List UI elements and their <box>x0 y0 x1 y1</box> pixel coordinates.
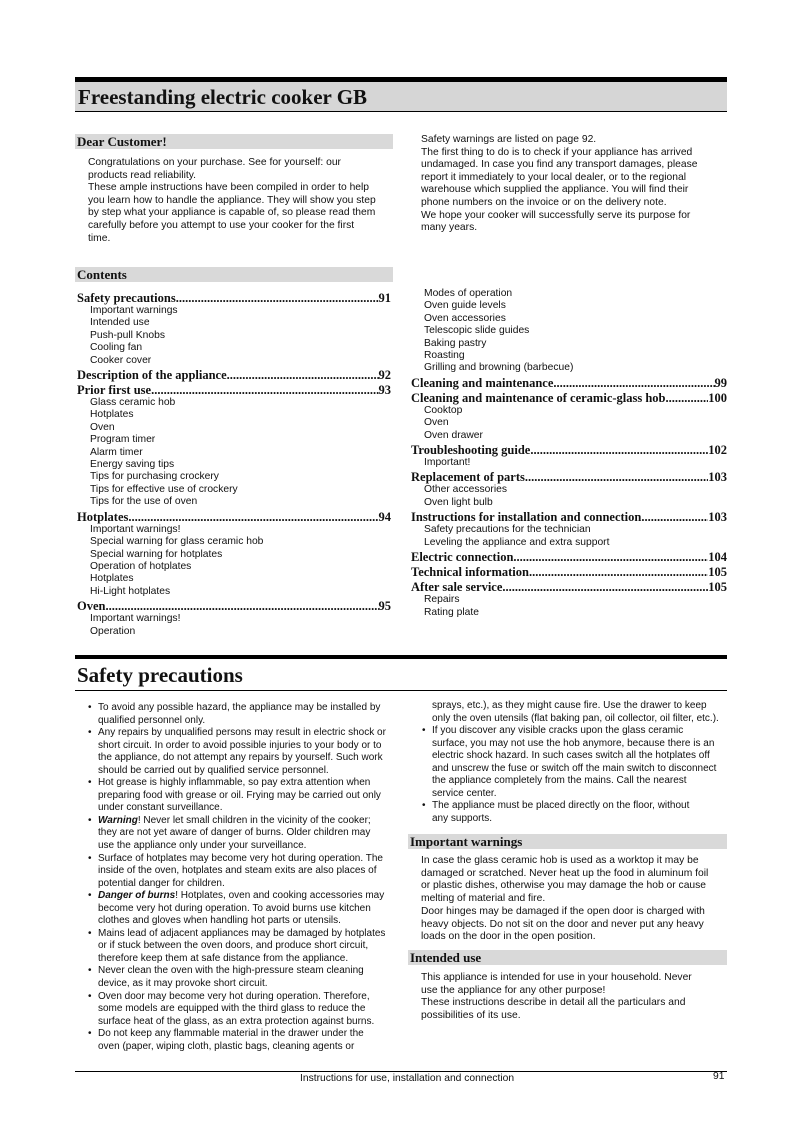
toc-subitem: Oven guide levels <box>424 300 506 312</box>
bullet-item <box>86 1028 396 1053</box>
text-line: report it immediately to your local dealer, or to the regional <box>421 171 686 183</box>
toc-subitem: Baking pastry <box>424 337 487 349</box>
text-line <box>432 750 730 763</box>
text-line <box>98 991 396 1004</box>
text-line <box>432 763 730 776</box>
bullet-text: short circuit. In order to avoid possible injuries to your body or to <box>98 739 382 751</box>
bullet-item <box>86 928 396 966</box>
page-title: Freestanding electric cooker GB <box>75 82 727 112</box>
safety-rule-bottom <box>75 690 727 691</box>
bullet-continuation <box>420 700 730 725</box>
bullet-text: qualified personnel only. <box>98 714 206 726</box>
bullet-item <box>86 702 396 727</box>
text-line: time. <box>88 232 111 244</box>
toc-subitem: Important warnings <box>90 305 178 316</box>
toc-dot-leader <box>105 599 378 613</box>
contents-left-column <box>77 290 391 638</box>
toc-entry-title: Safety precautions <box>77 291 176 305</box>
bullet-text: surface, you may not use the hob anymore, because there is an <box>432 737 715 749</box>
text-line: undamaged. In case you find any transport damages, please <box>421 159 698 171</box>
text-line: or plastic dishes, otherwise you may damage the hob or cause <box>421 880 707 892</box>
toc-entry-page: 92 <box>378 368 391 383</box>
safety-right-bullets <box>420 700 730 825</box>
toc-dot-leader <box>641 510 708 524</box>
bullet-text: clothes and gloves when handling hot parts or utensils. <box>98 915 341 927</box>
bullet-text: or if stuck between the oven doors, and produce short circuit, <box>98 940 369 952</box>
intended-use-heading: Intended use <box>408 950 727 965</box>
safety-title: Safety precautions <box>77 663 243 687</box>
text-line: products read reliability. <box>88 169 196 181</box>
toc-subitem: Special warning for glass ceramic hob <box>90 536 264 548</box>
bullet-text: the appliance completely from the mains. Call the nearest <box>432 775 687 787</box>
bullet-item <box>86 777 396 815</box>
text-line <box>98 953 396 966</box>
toc-entry-title: Hotplates <box>77 509 129 524</box>
important-warnings-heading: Important warnings <box>408 834 727 849</box>
toc-subitem: Repairs <box>424 594 460 606</box>
text-line <box>98 740 396 753</box>
toc-dot-leader <box>176 291 379 305</box>
toc-subitem: Modes of operation <box>424 288 513 299</box>
toc-subitem: Oven <box>90 421 115 433</box>
toc-subitem: Push-pull Knobs <box>90 329 165 341</box>
page-number: 91 <box>713 1071 725 1082</box>
bullet-text: and unscrew the fuse or switch off the main switch to disconnect <box>432 762 717 774</box>
text-line <box>98 978 396 991</box>
toc-entry-title: Troubleshooting guide <box>411 443 531 458</box>
toc-entry <box>411 391 727 405</box>
text-line <box>432 800 730 813</box>
text-line: The first thing to do is to check if your appliance has arrived <box>421 146 693 158</box>
bullet-text: To avoid any possible hazard, the appliance may be installed by <box>98 702 381 713</box>
toc-entry-title: Description of the appliance <box>77 368 227 383</box>
toc-entry-page: 105 <box>708 565 727 580</box>
toc-dot-leader <box>553 376 714 390</box>
text-line <box>98 878 396 891</box>
toc-entry <box>411 376 727 390</box>
toc-subitem: Safety precautions for the technician <box>424 524 591 536</box>
toc-subitem: Tips for effective use of crockery <box>90 483 238 495</box>
text-line <box>432 775 730 788</box>
toc-subitem: Tips for the use of oven <box>90 496 198 508</box>
toc-subitem: Leveling the appliance and extra support <box>424 536 610 548</box>
bullet-text: electric shock hazard. In such cases switch all the hotplates off <box>432 750 710 762</box>
text-line: These ample instructions have been compiled in order to help <box>88 182 370 194</box>
text-line <box>98 1016 396 1029</box>
text-line: Safety warnings are listed on page 92. <box>421 134 597 145</box>
toc-entry-title: Technical information <box>411 565 529 580</box>
toc-entry-page: 103 <box>708 510 727 525</box>
toc-subitem: Oven drawer <box>424 429 483 441</box>
bullet-text: Mains lead of adjacent appliances may be damaged by hotplates <box>98 927 386 939</box>
bullet-text: they are not yet aware of danger of burns. Older children may <box>98 827 371 839</box>
text-line: This appliance is intended for use in your household. Never <box>421 972 692 983</box>
text-line: possibilities of its use. <box>421 1009 521 1021</box>
bullet-lead: Warning <box>98 814 138 826</box>
toc-subitem: Oven accessories <box>424 312 506 324</box>
bullet-text: ! Hotplates, oven and cooking accessories may <box>175 890 385 902</box>
toc-subitem: Tips for purchasing crockery <box>90 471 219 483</box>
text-line <box>98 965 396 978</box>
text-line: sprays, etc.), as they might cause fire. Use the drawer to keep <box>432 700 707 711</box>
toc-subitem: Cooktop <box>424 404 463 416</box>
bullet-text: therefore keep them at safe distance from the appliance. <box>98 952 349 964</box>
dear-customer-heading: Dear Customer! <box>75 134 393 149</box>
text-line: In case the glass ceramic hob is used as a worktop it may be <box>421 855 699 866</box>
toc-subitem: Telescopic slide guides <box>424 325 530 337</box>
text-line <box>98 940 396 953</box>
text-line <box>98 928 396 941</box>
bullet-text: Hot grease is highly inflammable, so pay extra attention when <box>98 777 371 789</box>
toc-subitem: Hotplates <box>90 409 134 421</box>
text-line <box>98 790 396 803</box>
toc-dot-leader <box>530 443 708 457</box>
toc-subitem: Rating plate <box>424 606 479 618</box>
bullet-text: any supports. <box>432 812 493 824</box>
bullet-text: under constant surveillance. <box>98 802 223 814</box>
toc-entry-page: 105 <box>708 580 727 595</box>
bullet-text: inside of the oven, hotplates and steam exits are also places of <box>98 865 377 877</box>
toc-entry <box>77 383 391 397</box>
text-line: you learn how to handle the appliance. They will show you step <box>88 194 376 206</box>
toc-subitem: Hi-Light hotplates <box>90 585 171 597</box>
text-line <box>98 815 396 828</box>
toc-entry-title: Cleaning and maintenance of ceramic-glass hob <box>411 390 666 405</box>
toc-subitem: Glass ceramic hob <box>90 397 176 409</box>
bullet-text: The appliance must be placed directly on the floor, without <box>432 800 690 812</box>
toc-entry <box>411 510 727 524</box>
toc-subitem: Program timer <box>90 434 156 446</box>
text-line: melting of material and fire. <box>421 893 546 905</box>
text-line <box>98 1041 396 1054</box>
toc-entry <box>411 470 727 484</box>
bullet-text: the appliance, do not attempt any repairs by yourself. Such work <box>98 752 383 764</box>
bullet-item <box>86 991 396 1029</box>
bullet-item <box>86 727 396 777</box>
text-line: heavy objects. Do not sit on the door and never put any heavy <box>421 918 704 930</box>
toc-dot-leader <box>529 565 708 579</box>
toc-dot-leader <box>151 383 378 397</box>
text-line <box>98 903 396 916</box>
toc-subitem: Grilling and browning (barbecue) <box>424 362 574 374</box>
bullet-item <box>86 890 396 928</box>
toc-subitem: Important! <box>424 457 471 469</box>
toc-subitem: Operation of hotplates <box>90 560 192 572</box>
toc-entry <box>411 550 727 564</box>
text-line: by step what your appliance is capable of, so please read them <box>88 207 376 219</box>
text-line <box>98 865 396 878</box>
text-line: use the appliance for any other purpose! <box>421 984 606 996</box>
safety-rule-top <box>75 655 727 659</box>
bullet-text: preparing food with grease or oil. Frying may be carried out only <box>98 789 381 801</box>
bullet-text: become very hot during operation. To avoid burns use kitchen <box>98 902 371 914</box>
toc-entry-title: Prior first use <box>77 383 152 398</box>
toc-entry-page: 91 <box>378 291 391 305</box>
text-line: loads on the door in the open position. <box>421 931 596 943</box>
toc-subitem: Hotplates <box>90 573 134 585</box>
text-line: warehouse which supplied the appliance. You will find their <box>421 184 689 196</box>
toc-entry <box>411 580 727 594</box>
text-line <box>98 752 396 765</box>
toc-entry-title: Instructions for installation and connection <box>411 510 642 525</box>
toc-subitem: Operation <box>90 625 136 637</box>
toc-entry-title: After sale service <box>411 580 503 595</box>
text-line <box>432 738 730 751</box>
toc-entry-title: Cleaning and maintenance <box>411 375 554 390</box>
toc-entry <box>77 291 391 305</box>
bullet-text: Do not keep any flammable material in the drawer under the <box>98 1028 364 1040</box>
footer-text: Instructions for use, installation and connection <box>300 1073 515 1084</box>
toc-dot-leader <box>513 550 708 564</box>
toc-entry <box>77 368 391 382</box>
bullet-text: Any repairs by unqualified persons may result in electric shock or <box>98 727 386 739</box>
bullet-text: some models are equipped with the third glass to reduce the <box>98 1003 366 1015</box>
bullet-text: oven (paper, wiping cloth, plastic bags, cleaning agents or <box>98 1040 355 1052</box>
bullet-text: potential danger for children. <box>98 877 225 889</box>
text-line <box>98 890 396 903</box>
text-line <box>98 827 396 840</box>
text-line <box>432 725 730 738</box>
text-line <box>98 853 396 866</box>
bullet-text: device, as it may provoke short circuit. <box>98 978 268 990</box>
bullet-item <box>86 853 396 891</box>
important-warnings-text <box>421 855 726 944</box>
bullet-text: Oven door may become very hot during operation. Therefore, <box>98 990 370 1002</box>
toc-entry-title: Electric connection <box>411 550 514 565</box>
toc-subitem: Special warning for hotplates <box>90 548 223 560</box>
toc-subitem: Oven <box>424 417 449 429</box>
intended-use-text <box>421 972 726 1022</box>
toc-subitem: Important warnings! <box>90 523 181 535</box>
toc-entry-page: 104 <box>708 550 727 565</box>
text-line <box>98 802 396 815</box>
toc-entry-page: 95 <box>378 599 391 614</box>
text-line <box>98 915 396 928</box>
toc-dot-leader <box>502 580 708 594</box>
text-line <box>98 765 396 778</box>
text-line <box>98 840 396 853</box>
toc-entry <box>411 443 727 457</box>
toc-subitem: Cooling fan <box>90 342 143 354</box>
toc-dot-leader <box>128 510 378 524</box>
text-line: We hope your cooker will successfully serve its purpose for <box>421 209 691 221</box>
bullet-item <box>420 800 730 825</box>
text-line <box>98 777 396 790</box>
toc-entry <box>77 510 391 524</box>
text-line <box>98 727 396 740</box>
bullet-text: Surface of hotplates may become very hot during operation. The <box>98 852 383 864</box>
toc-subitem: Other accessories <box>424 484 507 496</box>
bullet-text: surface heat of the glass, as an extra protection against burns. <box>98 1015 375 1027</box>
toc-dot-leader <box>525 470 708 484</box>
bullet-text: Never clean the oven with the high-pressure steam cleaning <box>98 965 364 977</box>
text-line <box>432 788 730 801</box>
bullet-text: ! Never let small children in the vicinity of the cooker; <box>137 814 371 826</box>
toc-subitem: Roasting <box>424 350 465 362</box>
toc-dot-leader <box>227 368 379 382</box>
text-line: only the oven utensils (flat baking pan, oil collector, oil filter, etc.). <box>432 712 719 724</box>
text-line: phone numbers on the invoice or on the delivery note. <box>421 196 667 208</box>
toc-subitem: Energy saving tips <box>90 459 175 471</box>
text-line: many years. <box>421 222 478 234</box>
toc-entry-page: 102 <box>708 443 727 458</box>
toc-entry-page: 93 <box>378 383 391 398</box>
toc-entry <box>77 599 391 613</box>
bullet-item <box>86 815 396 853</box>
toc-entry-page: 100 <box>708 390 727 405</box>
text-line <box>98 1028 396 1041</box>
toc-entry-page: 94 <box>378 509 391 524</box>
toc-subitem: Oven light bulb <box>424 496 493 508</box>
text-line: Door hinges may be damaged if the open door is charged with <box>421 905 705 917</box>
text-line <box>98 702 396 715</box>
footer-rule <box>75 1071 727 1072</box>
toc-entry-page: 99 <box>714 375 727 390</box>
toc-entry <box>411 565 727 579</box>
bullet-text: service center. <box>432 787 497 799</box>
contents-heading: Contents <box>75 267 393 282</box>
text-line <box>98 1003 396 1016</box>
text-line <box>98 715 396 728</box>
contents-right-column <box>411 288 727 619</box>
toc-entry-page: 103 <box>708 470 727 485</box>
text-line: These instructions describe in detail all the particulars and <box>421 997 686 1009</box>
bullet-text: If you discover any visible cracks upon the glass ceramic <box>432 725 684 737</box>
text-line <box>432 813 730 826</box>
dear-customer-right-text <box>421 134 726 235</box>
bullet-item <box>86 965 396 990</box>
safety-left-bullets <box>86 702 396 1053</box>
toc-dot-leader <box>666 391 709 405</box>
bullet-text: should be carried out by qualified service personnel. <box>98 764 329 776</box>
bullet-text: use the appliance only under your surveillance. <box>98 840 307 852</box>
bullet-item <box>420 725 730 800</box>
toc-subitem: Alarm timer <box>90 446 143 458</box>
bullet-lead: Danger of burns <box>98 890 176 902</box>
text-line: carefully before you attempt to use your cooker for the first <box>88 219 355 231</box>
text-line: Congratulations on your purchase. See for yourself: our <box>88 157 341 168</box>
dear-customer-left-text <box>88 157 393 245</box>
toc-subitem: Cooker cover <box>90 354 152 366</box>
toc-entry-title: Replacement of parts <box>411 470 525 485</box>
text-line: damaged or scratched. Never heat up the food in aluminum foil <box>421 867 709 879</box>
toc-subitem: Important warnings! <box>90 613 181 625</box>
toc-entry-title: Oven <box>77 599 106 614</box>
toc-subitem: Intended use <box>90 317 150 329</box>
